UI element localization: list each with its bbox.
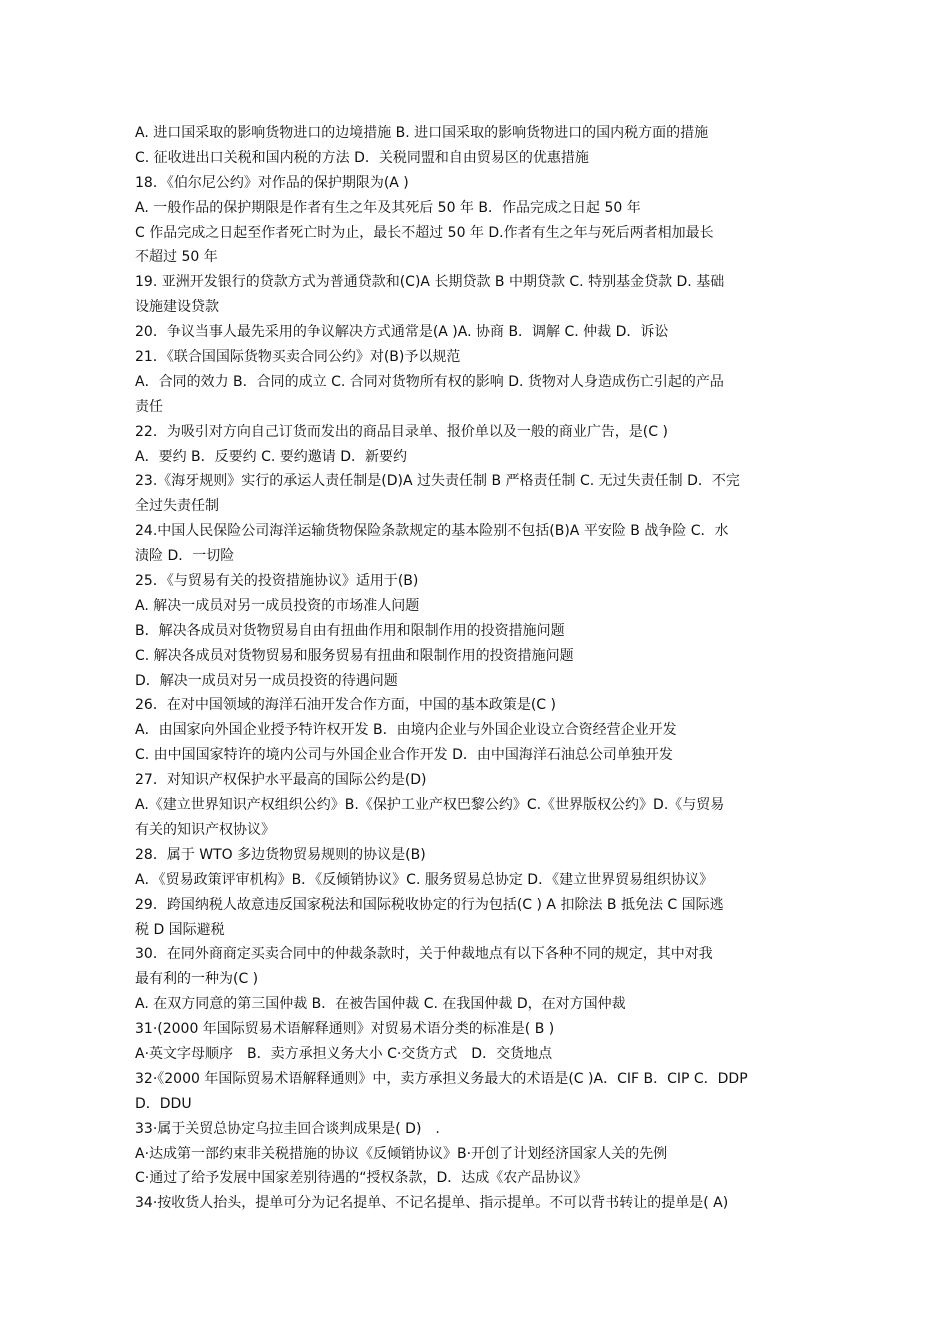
- text-line: 21．《联合国国际货物买卖合同公约》对(B)予以规范: [135, 349, 461, 366]
- text-line: A．《贸易政策评审机构》B．《反倾销协议》C. 服务贸易总协定 D．《建立世界贸易组织协议》: [135, 871, 714, 888]
- text-line: A. 进口国采取的影响货物进口的边境措施 B. 进口国采取的影响货物进口的国内税方面的措施: [135, 125, 709, 141]
- text-line: A.《建立世界知识产权组织公约》B.《保护工业产权巴黎公约》C.《世界版权公约》D.《与贸易: [135, 797, 725, 814]
- text-line: B．解决各成员对货物贸易自由有扭曲作用和限制作用的投资措施问题: [135, 622, 565, 639]
- text-line: 27．对知识产权保护水平最高的国际公约是(D): [135, 772, 427, 789]
- text-line: 18．《伯尔尼公约》对作品的保护期限为(A ): [135, 174, 409, 191]
- text-line: 19. 亚洲开发银行的贷款方式为普通贷款和(C)A 长期贷款 B 中期贷款 C. 特别基金贷款 D. 基础: [135, 274, 725, 291]
- text-line: 26．在对中国领域的海洋石油开发合作方面，中国的基本政策是(C ): [135, 697, 556, 714]
- text-line: A·达成第一部约束非关税措施的协议《反倾销协议》B·开创了计划经济国家人关的先例: [135, 1145, 668, 1162]
- text-line: A．要约 B．反要约 C. 要约邀请 D．新要约: [135, 448, 407, 465]
- text-line: D．DDU: [135, 1095, 192, 1112]
- text-line: 22．为吸引对方向自己订货而发出的商品目录单、报价单以及一般的商业广告，是(C ): [135, 423, 668, 440]
- text-line: 责任: [135, 398, 163, 415]
- text-line: 有关的知识产权协议》: [135, 821, 275, 838]
- text-line: C. 征收进出口关税和国内税的方法 D．关税同盟和自由贸易区的优惠措施: [135, 149, 589, 166]
- text-line: C. 解决各成员对货物贸易和服务贸易有扭曲和限制作用的投资措施问题: [135, 647, 574, 664]
- document-body: [135, 121, 820, 1216]
- text-line: A. 一般作品的保护期限是作者有生之年及其死后 50 年 B．作品完成之日起 50 年: [135, 199, 641, 216]
- text-line: 最有利的一种为(C ): [135, 971, 259, 988]
- text-line: 20．争议当事人最先采用的争议解决方式通常是(A )A. 协商 B．调解 C. 仲裁 D．诉讼: [135, 324, 669, 341]
- text-line: A．由国家向外国企业授予特许权开发 B．由境内企业与外国企业设立合资经营企业开发: [135, 722, 677, 739]
- text-line: 不超过 50 年: [135, 249, 218, 266]
- text-line: 23.《海牙规则》实行的承运人责任制是(D)A 过失责任制 B 严格责任制 C. 无过失责任制 D．不完: [135, 473, 740, 490]
- text-line: A．合同的效力 B．合同的成立 C. 合同对货物所有权的影响 D. 货物对人身造成伤亡引起的产品: [135, 373, 724, 390]
- text-line: A. 在双方同意的第三国仲裁 B．在被告国仲裁 C. 在我国仲裁 D，在对方国仲裁: [135, 996, 626, 1013]
- text-line: 34·按收货人抬头，提单可分为记名提单、不记名提单、指示提单。不可以背书转让的提单是( A): [135, 1195, 729, 1212]
- text-line: 30．在同外商商定买卖合同中的仲裁条款时，关于仲裁地点有以下各种不同的规定，其中对我: [135, 946, 713, 963]
- text-line: 25．《与贸易有关的投资措施协议》适用于(B): [135, 573, 419, 590]
- text-line: 税 D 国际避税: [135, 921, 225, 938]
- text-line: A·英文字母顺序 B．卖方承担义务大小 C·交货方式 D．交货地点: [135, 1045, 553, 1062]
- text-line: A. 解决一成员对另一成员投资的市场准人问题: [135, 597, 420, 614]
- text-line: 渍险 D．一切险: [135, 548, 235, 565]
- text-line: C·通过了给予发展中国家差别待遇的“授权条款，D．达成《农产品协议》: [135, 1170, 588, 1187]
- text-line: 全过失责任制: [135, 498, 219, 515]
- text-line: 设施建设贷款: [135, 299, 219, 316]
- text-line: 31·(2000 年国际贸易术语解释通则》对贸易术语分类的标准是( B ): [135, 1021, 555, 1038]
- text-line: 28．属于 WTO 多边货物贸易规则的协议是(B): [135, 846, 426, 863]
- text-line: 32·《2000 年国际贸易术语解释通则》中，卖方承担义务最大的术语是(C )A．CIF B．CIP C．DDP: [135, 1070, 748, 1087]
- text-line: 33·属于关贸总协定乌拉圭回合谈判成果是( D) .: [135, 1120, 440, 1137]
- text-line: 29．跨国纳税人故意违反国家税法和国际税收协定的行为包括(C ) A 扣除法 B 抵免法 C 国际逃: [135, 896, 724, 913]
- text-line: 24.中国人民保险公司海洋运输货物保险条款规定的基本险别不包括(B)A 平安险 B 战争险 C．水: [135, 523, 729, 540]
- text-line: C 作品完成之日起至作者死亡时为止，最长不超过 50 年 D.作者有生之年与死后两者相加最长: [135, 224, 714, 241]
- text-line: C. 由中国国家特许的境内公司与外国企业合作开发 D．由中国海洋石油总公司单独开发: [135, 747, 673, 764]
- text-line: D．解决一成员对另一成员投资的待遇问题: [135, 672, 398, 689]
